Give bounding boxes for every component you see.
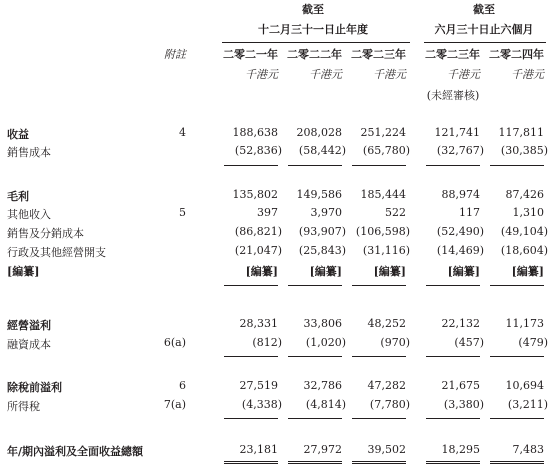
year-group-line2: 十二月三十一日止年度 (258, 23, 368, 36)
row-label: 經營溢利 (7, 319, 51, 332)
subtotal-rule (490, 285, 544, 286)
row-note: 6(a) (163, 336, 186, 349)
table-row (0, 315, 550, 333)
row-value: 88,974 (441, 188, 480, 201)
row-value: 27,519 (239, 379, 278, 392)
table-row (0, 242, 550, 260)
row-label: 行政及其他經營開支 (7, 246, 106, 259)
table-row (0, 142, 550, 160)
row-value: (86,821) (234, 225, 282, 238)
subtotal-rule (490, 356, 544, 357)
row-value: (31,116) (362, 244, 410, 257)
subtotal-rule (426, 418, 480, 419)
row-label: 年/期內溢利及全面收益總額 (7, 445, 144, 458)
column-unit-2021: 千港元 (245, 68, 278, 81)
table-row (0, 334, 550, 352)
row-value: 39,502 (367, 443, 406, 456)
row-note: 6 (179, 379, 186, 392)
row-value: 11,173 (505, 317, 544, 330)
row-label: 收益 (7, 128, 29, 141)
year-group-rule (222, 42, 410, 43)
row-value: [編纂] (245, 265, 278, 278)
row-value: (970) (380, 336, 410, 349)
row-value: [編纂] (447, 265, 480, 278)
subtotal-rule (288, 356, 342, 357)
row-value: 87,426 (505, 188, 544, 201)
table-row (0, 396, 550, 414)
half-group-rule (424, 42, 546, 43)
row-value: 117,811 (498, 126, 544, 139)
row-value: (3,211) (507, 398, 548, 411)
row-value: 28,331 (239, 317, 278, 330)
row-value: (457) (454, 336, 484, 349)
subtotal-rule (426, 165, 480, 166)
row-value: (21,047) (234, 244, 282, 257)
row-note: 4 (179, 126, 186, 139)
row-value: 1,310 (512, 206, 544, 219)
subtotal-rule (288, 165, 342, 166)
subtotal-rule (352, 165, 406, 166)
subtotal-rule (224, 165, 278, 166)
row-value: 149,586 (296, 188, 342, 201)
row-value: 185,444 (360, 188, 406, 201)
row-value: (106,598) (355, 225, 410, 238)
table-row (0, 186, 550, 204)
row-note: 7(a) (163, 398, 186, 411)
table-row (0, 441, 550, 459)
unaudited-remark: (未經審核) (426, 89, 480, 102)
row-value: (812) (252, 336, 282, 349)
subtotal-rule (352, 418, 406, 419)
row-label: 融資成本 (7, 338, 51, 351)
subtotal-rule (224, 418, 278, 419)
row-value: (30,385) (500, 144, 548, 157)
row-value: 47,282 (367, 379, 406, 392)
row-note: 5 (179, 206, 186, 219)
row-label: 毛利 (7, 190, 29, 203)
subtotal-rule (288, 418, 342, 419)
column-period-2024-half: 二零二四年 (489, 48, 544, 61)
total-double-rule (224, 461, 278, 464)
subtotal-rule (288, 285, 342, 286)
row-value: (25,843) (298, 244, 346, 257)
row-label: 銷售成本 (7, 146, 51, 159)
subtotal-rule (490, 418, 544, 419)
row-value: 27,972 (303, 443, 342, 456)
row-label: 其他收入 (7, 208, 51, 221)
subtotal-rule (224, 285, 278, 286)
row-value: (52,490) (436, 225, 484, 238)
row-value: [編纂] (309, 265, 342, 278)
row-value: 117 (459, 206, 480, 219)
row-value: 251,224 (360, 126, 406, 139)
row-value: 18,295 (441, 443, 480, 456)
row-value: (479) (518, 336, 548, 349)
row-value: (93,907) (298, 225, 346, 238)
subtotal-rule (426, 285, 480, 286)
total-double-rule (288, 461, 342, 464)
subtotal-rule (352, 285, 406, 286)
row-value: (7,780) (369, 398, 410, 411)
row-value: (49,104) (500, 225, 548, 238)
row-label: 除稅前溢利 (7, 381, 62, 394)
half-group-line1: 截至 (473, 3, 495, 16)
row-value: 48,252 (367, 317, 406, 330)
row-value: (32,767) (436, 144, 484, 157)
column-unit-2022: 千港元 (309, 68, 342, 81)
row-value: 10,694 (505, 379, 544, 392)
row-label: 銷售及分銷成本 (7, 227, 84, 240)
year-group-line1: 截至 (302, 3, 324, 16)
column-period-2023-half: 二零二三年 (425, 48, 480, 61)
row-value: 188,638 (232, 126, 278, 139)
subtotal-rule (490, 165, 544, 166)
note-column-header: 附註 (164, 48, 186, 61)
row-value: 22,132 (441, 317, 480, 330)
row-value: 121,741 (434, 126, 480, 139)
column-unit-2024-half: 千港元 (511, 68, 544, 81)
total-double-rule (426, 461, 480, 464)
row-value: (58,442) (298, 144, 346, 157)
row-value: 208,028 (296, 126, 342, 139)
row-value: (4,814) (305, 398, 346, 411)
row-value: 7,483 (512, 443, 544, 456)
row-value: (3,380) (443, 398, 484, 411)
total-double-rule (490, 461, 544, 464)
row-value: (52,836) (234, 144, 282, 157)
column-period-2023: 二零二三年 (351, 48, 406, 61)
column-unit-2023-half: 千港元 (447, 68, 480, 81)
row-value: 21,675 (441, 379, 480, 392)
row-value: (14,469) (436, 244, 484, 257)
row-label: [編纂] (7, 265, 40, 278)
half-group-heading (424, 3, 544, 37)
column-period-2021: 二零二一年 (223, 48, 278, 61)
row-value: (4,338) (241, 398, 282, 411)
table-row (0, 124, 550, 142)
half-group-line2: 六月三十日止六個月 (434, 23, 534, 36)
row-value: 3,970 (310, 206, 342, 219)
row-value: (18,604) (500, 244, 548, 257)
table-row (0, 261, 550, 279)
row-label: 所得稅 (7, 400, 40, 413)
row-value: 33,806 (303, 317, 342, 330)
total-double-rule (352, 461, 406, 464)
row-value: (1,020) (305, 336, 346, 349)
subtotal-rule (426, 356, 480, 357)
year-group-heading (222, 3, 404, 37)
row-value: 522 (385, 206, 406, 219)
row-value: [編纂] (373, 265, 406, 278)
table-row (0, 223, 550, 241)
subtotal-rule (352, 356, 406, 357)
column-unit-2023: 千港元 (373, 68, 406, 81)
row-value: 32,786 (303, 379, 342, 392)
row-value: 135,802 (232, 188, 278, 201)
table-row (0, 204, 550, 222)
row-value: 397 (257, 206, 278, 219)
column-period-2022: 二零二二年 (287, 48, 342, 61)
row-value: 23,181 (239, 443, 278, 456)
row-value: [編纂] (511, 265, 544, 278)
table-row (0, 377, 550, 395)
row-value: (65,780) (362, 144, 410, 157)
subtotal-rule (224, 356, 278, 357)
